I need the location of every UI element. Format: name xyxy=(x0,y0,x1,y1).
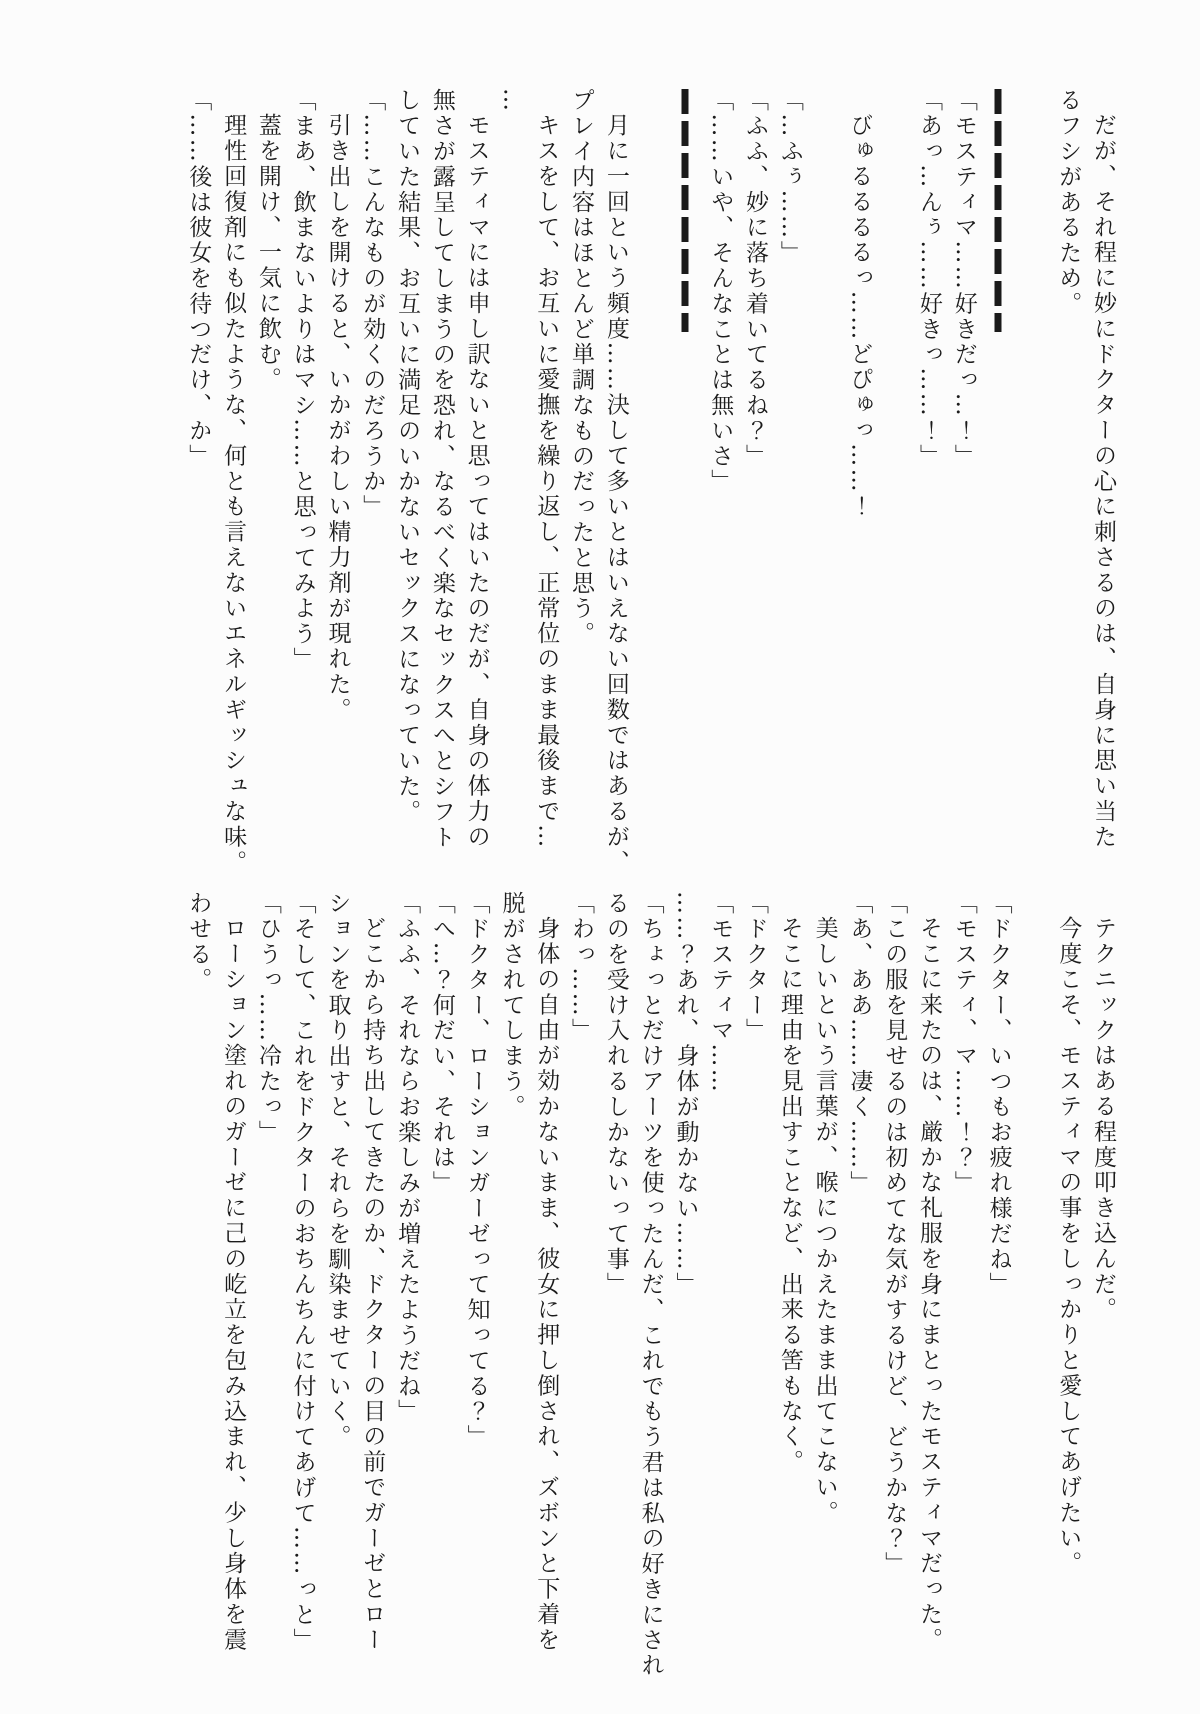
text-column: 今度こそ、モスティマの事をしっかりと愛してあげたい。 xyxy=(1055,916,1082,1577)
text-column: 月に一回という頻度……決して多いとはいえない回数ではあるが、 xyxy=(602,113,629,876)
text-column: モスティマには申し訳ないと思ってはいたのだが、自身の体力の xyxy=(463,113,490,850)
text-column: ローション塗れのガーゼに己の屹立を包み込まれ、少し身体を震 xyxy=(220,916,247,1653)
text-column: … xyxy=(498,88,525,114)
text-column: 「ふふ、それならお楽しみが増えたようだね」 xyxy=(394,891,421,1425)
text-block-bottom xyxy=(180,891,1120,1679)
text-column: 「モスティ、マ……！？」 xyxy=(950,891,977,1196)
text-column: わせる。 xyxy=(185,891,212,993)
text-column: 「まあ、飲まないよりはマシ……と思ってみよう」 xyxy=(289,88,316,673)
text-column: 「ドクター、ローションガーゼって知ってる？」 xyxy=(463,891,490,1450)
text-column: 「モスティマ……好きだっ…！」 xyxy=(950,88,977,469)
text-column: ……？あれ、身体が動かない……」 xyxy=(672,891,699,1298)
text-block-top xyxy=(180,88,1120,876)
text-column: 「あ、ああ……凄く……」 xyxy=(846,891,873,1196)
text-column: 美しいという言葉が、喉につかえたまま出てこない。 xyxy=(811,916,838,1526)
blank-column xyxy=(1016,88,1051,854)
text-column: 「この服を見せるのは初めてな気がするけど、どうかな？」 xyxy=(881,891,908,1577)
blank-column xyxy=(876,88,911,854)
text-column: 「ドクター、いつもお疲れ様だね」 xyxy=(985,891,1012,1298)
text-column: 「……いや、そんなことは無いさ」 xyxy=(707,88,734,495)
blank-column xyxy=(1016,891,1051,1657)
text-column: るフシがあるため。 xyxy=(1055,88,1082,317)
text-column: 「……後は彼女を待つだけ、か」 xyxy=(185,88,212,469)
text-column: プレイ内容はほとんど単調なものだったと思う。 xyxy=(568,88,595,647)
text-column: 「…ふぅ……」 xyxy=(776,88,803,266)
dashed-rule-icon xyxy=(995,89,1002,332)
text-column: だが、それ程に妙にドクターの心に刺さるのは、自身に思い当た xyxy=(1090,113,1116,850)
scene-divider xyxy=(668,88,703,854)
text-column: 身体の自由が効かないまま、彼女に押し倒され、ズボンと下着を xyxy=(533,916,560,1653)
text-column: 「ひうっ……冷たっ」 xyxy=(254,891,281,1145)
text-column: そこに来たのは、厳かな礼服を身にまとったモスティマだった。 xyxy=(916,916,943,1653)
blank-column xyxy=(807,88,842,854)
text-column: していた結果、お互いに満足のいかないセックスになっていた。 xyxy=(394,88,421,825)
text-column: 脱がされてしまう。 xyxy=(498,891,525,1120)
text-column: るのを受け入れるしかないって事」 xyxy=(602,891,629,1298)
text-column: キスをして、お互いに愛撫を繰り返し、正常位のまま最後まで… xyxy=(533,113,560,850)
text-column: どこから持ち出してきたのか、ドクターの目の前でガーゼとロー xyxy=(359,916,386,1653)
text-column: 「そして、これをドクターのおちんちんに付けてあげて……っと」 xyxy=(289,891,316,1653)
text-column: 引き出しを開けると、いかがわしい精力剤が現れた。 xyxy=(324,113,351,723)
text-column: 理性回復剤にも似たような、何とも言えないエネルギッシュな味。 xyxy=(220,113,247,876)
text-column: 「……こんなものが効くのだろうか」 xyxy=(359,88,386,520)
text-column: びゅるるるるっ……どぴゅっ……！ xyxy=(846,113,873,520)
text-column: 「へ…？何だい、それは」 xyxy=(428,891,455,1196)
scene-divider xyxy=(981,88,1016,854)
text-column: 「わっ……」 xyxy=(568,891,595,1044)
text-column: そこに理由を見出すことなど、出来る筈もなく。 xyxy=(776,916,803,1476)
blank-column xyxy=(633,88,668,854)
text-column: ションを取り出すと、それらを馴染ませていく。 xyxy=(324,891,351,1450)
text-column: 「ちょっとだけアーツを使ったんだ、これでもう君は私の好きにされ xyxy=(637,891,664,1679)
text-column: テクニックはある程度叩き込んだ。 xyxy=(1090,916,1116,1323)
text-column: 「モスティマ…… xyxy=(707,891,734,1095)
text-column: 「あっ…んぅ……好きっ……！」 xyxy=(916,88,943,469)
text-column: 「ふふ、妙に落ち着いてるね？」 xyxy=(742,88,769,469)
text-column: 蓋を開け、一気に飲む。 xyxy=(254,113,281,393)
dashed-rule-icon xyxy=(682,89,689,332)
text-column: 無さが露呈してしまうのを恐れ、なるべく楽なセックスへとシフト xyxy=(428,88,455,850)
text-column: 「ドクター」 xyxy=(742,891,769,1044)
